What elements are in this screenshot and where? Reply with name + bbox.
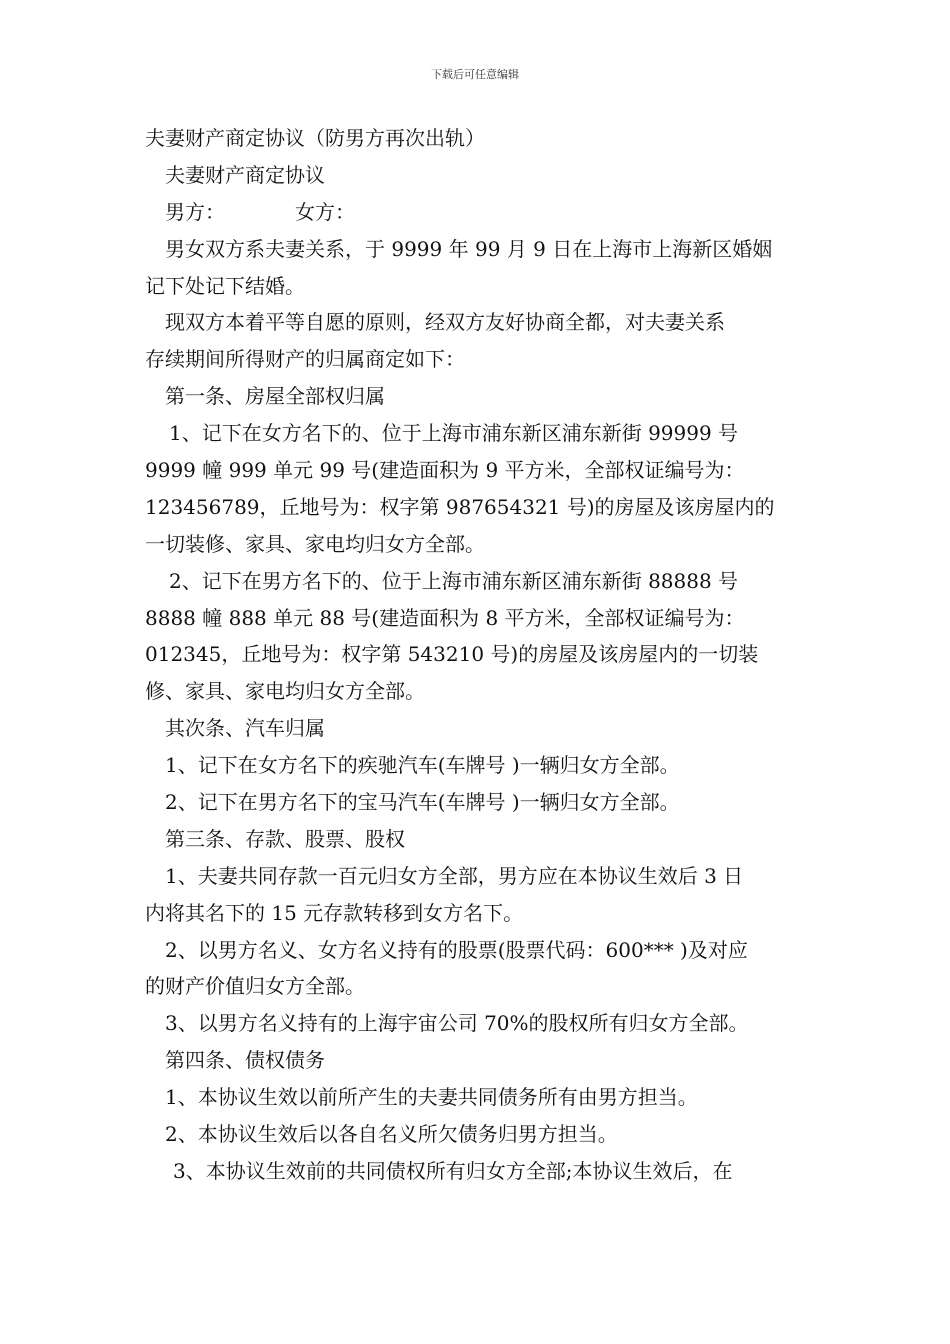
paragraph-line: 现双方本着平等自愿的原则，经双方友好协商全都，对夫妻关系 (165, 310, 725, 335)
clause-line: 1、本协议生效以前所产生的夫妻共同债务所有由男方担当。 (165, 1085, 698, 1110)
agreement-body (145, 120, 810, 1190)
clause-line: 2、记下在男方名下的宝马汽车(车牌号 )一辆归女方全部。 (165, 790, 680, 815)
clause-line: 1、夫妻共同存款一百元归女方全部，男方应在本协议生效后 3 日 (165, 863, 744, 888)
clause-line: 一切装修、家具、家电均归女方全部。 (145, 531, 485, 556)
paragraph-line: 男女双方系夫妻关系，于 9999 年 99 月 9 日在上海市上海新区婚姻 (165, 236, 773, 261)
clause-line: 的财产价值归女方全部。 (145, 974, 365, 999)
clause-line: 8888 幢 888 单元 88 号(建造面积为 8 平方米，全部权证编号为： (145, 605, 745, 630)
paragraph-line: 存续期间所得财产的归属商定如下： (145, 347, 465, 372)
clause-line: 2、记下在男方名下的、位于上海市浦东新区浦东新街 88888 号 (169, 568, 739, 593)
clause-line: 3、本协议生效前的共同债权所有归女方全部;本协议生效后，在 (173, 1158, 733, 1183)
section-heading: 第三条、存款、股票、股权 (165, 826, 405, 851)
paragraph-line: 记下处记下结婚。 (145, 273, 305, 298)
page-header: 下载后可任意编辑 (431, 68, 519, 81)
clause-line: 2、本协议生效后以各自名义所欠债务归男方担当。 (165, 1122, 618, 1147)
clause-line: 1、记下在女方名下的疾驰汽车(车牌号 )一辆归女方全部。 (165, 753, 680, 778)
agreement-heading: 夫妻财产商定协议 (165, 162, 325, 187)
section-heading: 其次条、汽车归属 (165, 716, 325, 741)
clause-line: 012345，丘地号为：权字第 543210 号)的房屋及该房屋内的一切装 (145, 642, 759, 667)
clause-line: 修、家具、家电均归女方全部。 (145, 679, 425, 704)
document-title: 夫妻财产商定协议（防男方再次出轨） (145, 126, 485, 150)
clause-line: 123456789，丘地号为：权字第 987654321 号)的房屋及该房屋内的 (145, 494, 775, 519)
clause-line: 2、以男方名义、女方名义持有的股票(股票代码：600*** )及对应 (165, 937, 748, 962)
section-heading: 第四条、债权债务 (165, 1048, 325, 1073)
clause-line: 内将其名下的 15 元存款转移到女方名下。 (145, 900, 524, 925)
clause-line: 3、以男方名义持有的上海宇宙公司 70%的股权所有归女方全部。 (165, 1011, 749, 1036)
clause-line: 9999 幢 999 单元 99 号(建造面积为 9 平方米，全部权证编号为： (145, 458, 745, 483)
section-heading: 第一条、房屋全部权归属 (165, 384, 385, 409)
parties-line: 男方： 女方： (165, 199, 355, 224)
clause-line: 1、记下在女方名下的、位于上海市浦东新区浦东新街 99999 号 (169, 421, 739, 446)
